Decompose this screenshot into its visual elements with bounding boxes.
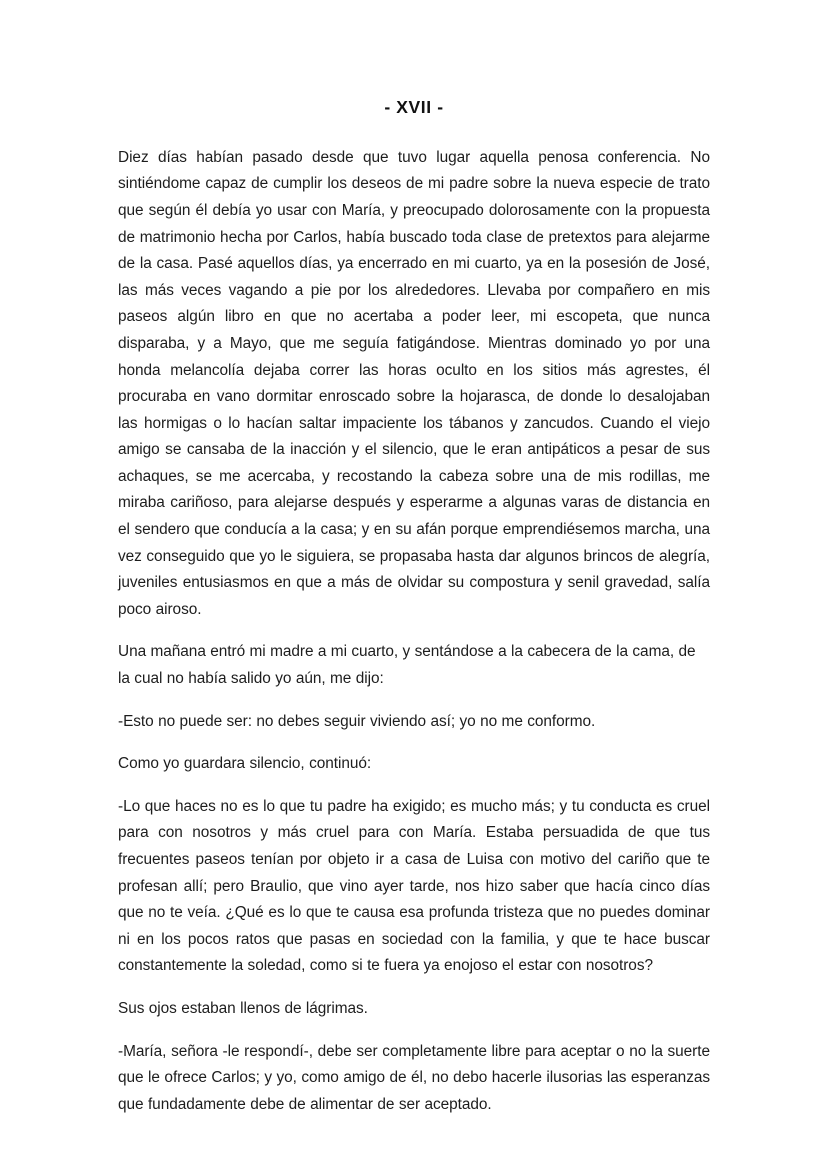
paragraph: Sus ojos estaban llenos de lágrimas. bbox=[118, 999, 368, 1017]
paragraph: -Lo que haces no es lo que tu padre ha exigido; es mucho más; y tu conducta es cruel para con nosotros y más cruel para con María. Estaba persuadida de que tus frecuentes paseos tenían por objeto ir a casa de Luisa con motivo del cariño que te profesan allí; pero Braulio, que vino ayer tarde, nos hizo saber que hacía cinco días que no te veía. ¿Qué es lo que te causa esa profunda tristeza que no puedes dominar ni en los pocos ratos que pasas en sociedad con la familia, y que te hace buscar constantemente la soledad, como si te fuera ya enojoso el estar con nosotros? bbox=[118, 797, 710, 975]
text-column bbox=[118, 96, 710, 1118]
paragraph: Diez días habían pasado desde que tuvo lugar aquella penosa conferencia. No sintiéndome capaz de cumplir los deseos de mi padre sobre la nueva especie de trato que según él debía yo usar con María, y preocupado dolorosamente con la propuesta de matrimonio hecha por Carlos, había buscado toda clase de pretextos para alejarme de la casa. Pasé aquellos días, ya encerrado en mi cuarto, ya en la posesión de José, las más veces vagando a pie por los alrededores. Llevaba por compañero en mis paseos algún libro en que no acertaba a poder leer, mi escopeta, que nunca disparaba, y a Mayo, que me seguía fatigándose. Mientras dominado yo por una honda melancolía dejaba correr las horas oculto en los sitios más agrestes, él procuraba en vano dormitar enroscado sobre la hojarasca, de donde lo desalojaban las hormigas o lo hacían saltar impaciente los tábanos y zancudos. Cuando el viejo amigo se cansaba de la inacción y el silencio, que le eran antipáticos a pesar de sus achaques, se me acercaba, y recostando la cabeza sobre una de mis rodillas, me miraba cariñoso, para alejarse después y esperarme a algunas varas de distancia en el sendero que conducía a la casa; y en su afán porque emprendiésemos marcha, una vez conseguido que yo le siguiera, se propasaba hasta dar algunos brincos de alegría, juveniles entusiasmos en que a más de olvidar su compostura y senil gravedad, salía poco airoso. bbox=[118, 148, 710, 618]
paragraph: -María, señora -le respondí-, debe ser completamente libre para aceptar o no la suerte que le ofrece Carlos; y yo, como amigo de él, no debo hacerle ilusorias las esperanzas que fundadamente debe de alimentar de ser aceptado. bbox=[118, 1042, 710, 1113]
paragraph: Como yo guardara silencio, continuó: bbox=[118, 755, 372, 773]
chapter-heading: - XVII - bbox=[384, 97, 444, 117]
paragraph: Una mañana entró mi madre a mi cuarto, y sentándose a la cabecera de la cama, de la cual no había salido yo aún, me dijo: bbox=[118, 643, 696, 688]
paragraph: -Esto no puede ser: no debes seguir viviendo así; yo no me conformo. bbox=[118, 712, 596, 730]
